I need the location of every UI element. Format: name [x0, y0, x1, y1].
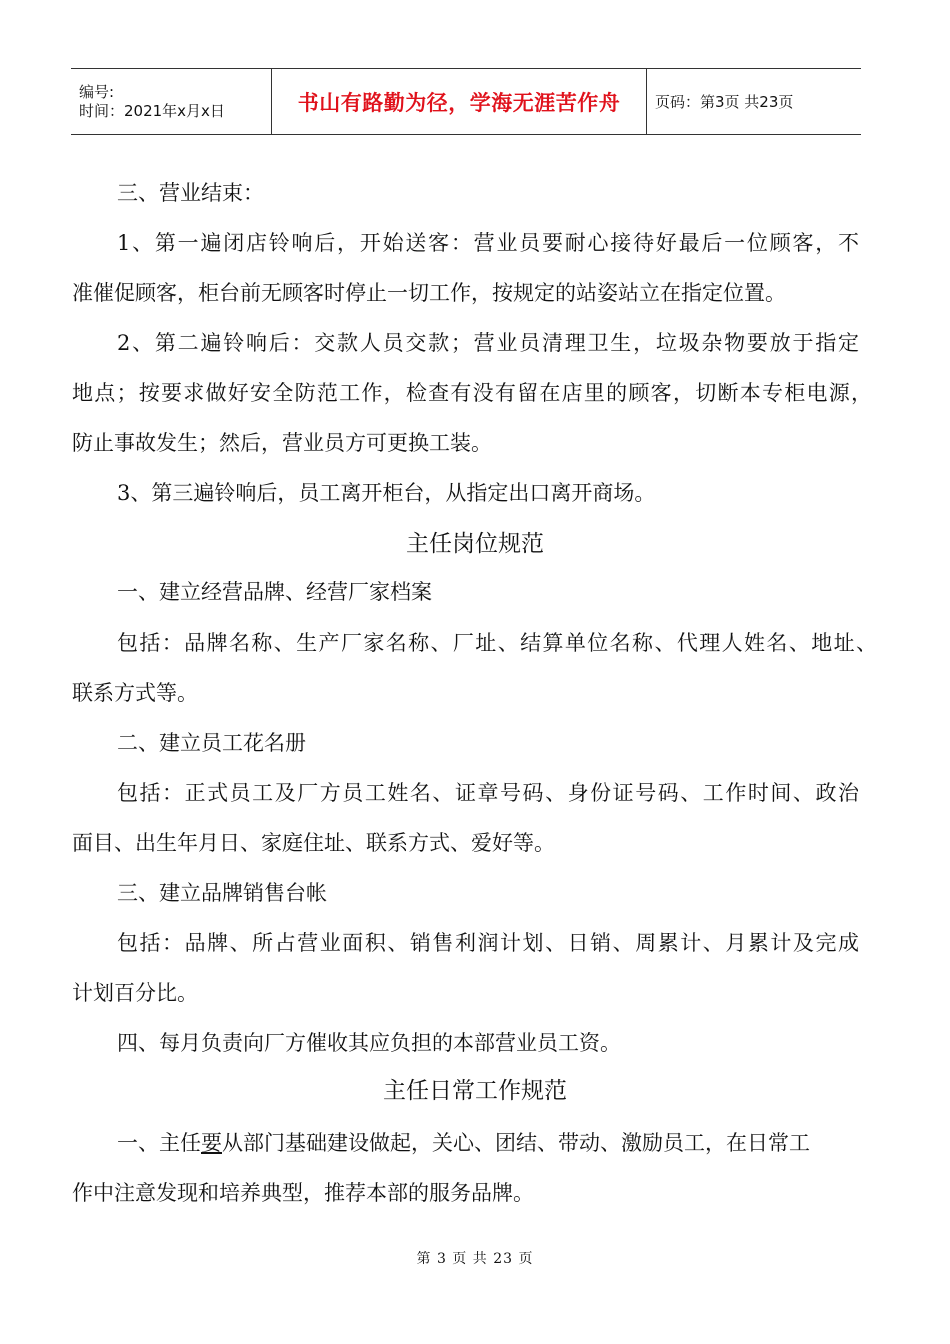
number-label: 编号: [79, 82, 115, 101]
text-run: 从部门基础建设做起，关心、团结、带动、激励员工，在日常工 [222, 1131, 810, 1155]
paragraph-line [117, 1129, 917, 1157]
paragraph-line: 包括：品牌名称、生产厂家名称、厂址、结算单位名称、代理人姓名、地址、 [117, 631, 877, 655]
section-title: 三、营业结束： [117, 181, 264, 205]
paragraph-line: 面目、出生年月日、家庭住址、联系方式、爱好等。 [72, 831, 555, 855]
item-title: 三、建立品牌销售台帐 [117, 881, 327, 905]
item-title: 二、建立员工花名册 [117, 731, 306, 755]
section-heading: 主任岗位规范 [406, 531, 544, 557]
item-title: 四、每月负责向厂方催收其应负担的本部营业员工资。 [117, 1031, 621, 1055]
paragraph-line: 防止事故发生；然后，营业员方可更换工装。 [72, 431, 492, 455]
paragraph-line: 2、第二遍铃响后：交款人员交款；营业员清理卫生，垃圾杂物要放于指定 [117, 331, 859, 355]
header-motto: 书山有路勤为径，学海无涯苦作舟 [272, 69, 647, 134]
paragraph-line: 包括：品牌、所占营业面积、销售利润计划、日销、周累计、月累计及完成 [117, 931, 859, 955]
time-label: 时间：2021年x月x日 [79, 101, 225, 120]
header-page-label: 页码：第3页 共23页 [655, 93, 794, 111]
paragraph-line: 地点；按要求做好安全防范工作，检查有没有留在店里的顾客，切断本专柜电源， [72, 381, 872, 405]
paragraph-line: 1、第一遍闭店铃响后，开始送客：营业员要耐心接待好最后一位顾客，不 [117, 231, 859, 255]
paragraph-line: 准催促顾客，柜台前无顾客时停止一切工作，按规定的站姿站立在指定位置。 [72, 281, 786, 305]
item-title: 一、建立经营品牌、经营厂家档案 [117, 580, 432, 604]
page-header [71, 68, 861, 135]
text-run: 一、主任 [117, 1131, 201, 1155]
underlined-text: 要 [201, 1131, 222, 1155]
paragraph-line: 联系方式等。 [72, 681, 198, 705]
paragraph-line: 计划百分比。 [72, 981, 198, 1005]
header-meta [71, 69, 272, 134]
paragraph-line: 作中注意发现和培养典型，推荐本部的服务品牌。 [72, 1181, 534, 1205]
section-heading: 主任日常工作规范 [383, 1078, 567, 1104]
paragraph-line: 包括：正式员工及厂方员工姓名、证章号码、身份证号码、工作时间、政治 [117, 781, 859, 805]
page-footer: 第 3 页 共 23 页 [416, 1251, 534, 1267]
paragraph-line: 3、第三遍铃响后，员工离开柜台，从指定出口离开商场。 [117, 481, 656, 505]
